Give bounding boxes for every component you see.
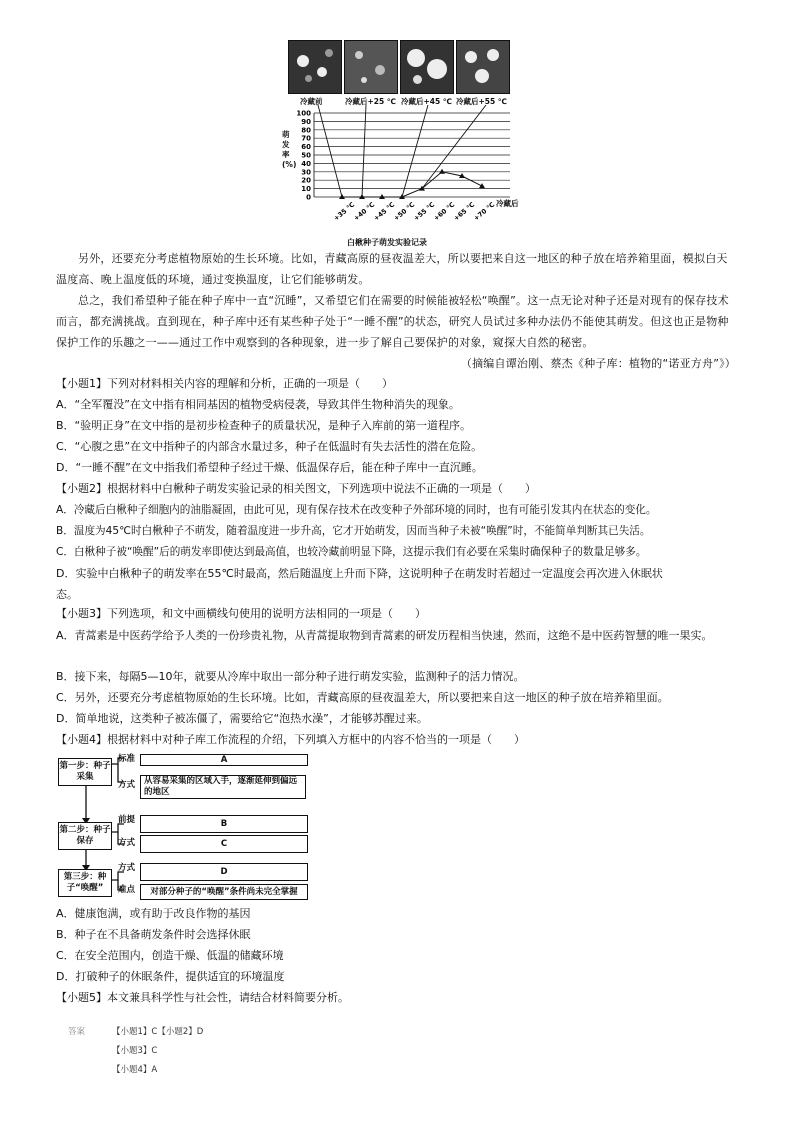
- q1-option-a[interactable]: A．“全军覆没”在文中指有相同基因的植物受病侵袭，导致其伴生物种消失的现象。: [56, 398, 460, 411]
- chart-ylabel: 萌发率(%): [282, 130, 297, 169]
- seed-photo-55: [456, 40, 510, 94]
- flow-step3: 第三步：种子“唤醒”: [58, 869, 112, 897]
- data-point-5: [439, 169, 445, 174]
- photo-connector-1: [362, 105, 366, 197]
- q5-stem: 【小题5】本文兼具科学性与社会性，请结合材料简要分析。: [56, 991, 349, 1004]
- q4-option-b[interactable]: B．种子在不具备萌发条件时会选择休眠: [56, 928, 251, 941]
- photo-label-25: 冷藏后+25 ℃: [345, 97, 396, 106]
- xtick-label-1: +40 ℃: [352, 200, 377, 223]
- paragraph-1: 另外，还要充分考虑植物原始的生长环境。比如，青藏高原的昼夜温差大，所以要把来自这一地区的种子放在培养箱里面，模拟白天温度高、晚上温度低的环境，通过变换温度，让它们能够萌发。: [56, 252, 728, 286]
- q2-option-b[interactable]: B．温度为45℃时白楸种子不萌发，随着温度进一步升高，它才开始萌发，因而当种子未被“唤醒”时，不能简单判断其已失活。: [56, 525, 651, 537]
- q4-option-d[interactable]: D．打破种子的休眠条件，提供适宜的环境温度: [56, 970, 285, 983]
- seed-photo-before: [288, 40, 342, 94]
- q3-stem: 【小题3】下列选项，和文中画横线句使用的说明方法相同的一项是（ ）: [56, 607, 426, 620]
- flow-box-a: A: [140, 754, 308, 766]
- seed-photo-45: [400, 40, 454, 94]
- ytick-label-70: 70: [301, 134, 311, 143]
- q4-option-a[interactable]: A．健康饱满，或有助于改良作物的基因: [56, 907, 251, 920]
- answer-line-3: 【小题4】A: [112, 1065, 158, 1075]
- xtick-label-7: +70 ℃: [472, 200, 497, 223]
- ytick-label-40: 40: [301, 159, 311, 168]
- xtick-label-5: +60 ℃: [432, 200, 457, 223]
- photo-label-55: 冷藏后+55 ℃: [456, 97, 507, 106]
- q2-option-a[interactable]: A．冷藏后白楸种子细胞内的油脂凝固，由此可见，现有保存技术在改变种子外部环境的同时，也有可能引发其内在状态的变化。: [56, 504, 657, 516]
- photo-label-before: 冷藏前: [300, 97, 323, 106]
- chart-right-label: 冷藏后: [496, 199, 519, 208]
- q3-option-c[interactable]: C．另外，还要充分考虑植物原始的生长环境。比如，青藏高原的昼夜温差大，所以要把来自这一地区的种子放在培养箱里面。: [56, 691, 669, 704]
- ytick-label-30: 30: [301, 168, 311, 177]
- source-citation: （摘编自谭治刚、蔡杰《种子库：植物的“诺亚方舟”》）: [460, 357, 736, 370]
- seed-photo-25: [344, 40, 398, 94]
- flow-box-difficulty: 对部分种子的“唤醒”条件尚未完全掌握: [140, 884, 308, 900]
- q3-option-a[interactable]: A．青蒿素是中医药学给予人类的一份珍贵礼物，从青蒿提取物到青蒿素的研发历程相当快速，然而，这绝不是中医药智慧的唯一果实。: [56, 629, 713, 642]
- flow-label-standard: 标准: [118, 754, 136, 764]
- q4-stem: 【小题4】根据材料中对种子库工作流程的介绍，下列填入方框中的内容不恰当的一项是（ ）: [56, 733, 525, 746]
- flow-box-d: D: [140, 863, 308, 881]
- q2-option-d[interactable]: D．实验中白楸种子的萌发率在55℃时最高，然后随温度上升而下降，这说明种子在萌发时若超过一定温度会再次进入休眠状态。: [56, 567, 663, 601]
- ytick-label-60: 60: [301, 143, 311, 152]
- flow-step2: 第二步：种子保存: [58, 822, 112, 850]
- xtick-label-4: +55 ℃: [412, 200, 437, 223]
- ytick-label-50: 50: [301, 151, 311, 160]
- flow-label-method2: 方式: [118, 838, 136, 848]
- ytick-label-90: 90: [301, 117, 311, 126]
- q1-option-d[interactable]: D．“一睡不醒”在文中指我们希望种子经过干燥、低温保存后，能在种子库中一直沉睡。: [56, 461, 483, 474]
- flow-box-b: B: [140, 815, 308, 833]
- q1-option-c[interactable]: C．“心腹之患”在文中指种子的内部含水量过多，种子在低温时有失去活性的潜在危险。: [56, 440, 483, 453]
- ytick-label-20: 20: [301, 176, 311, 185]
- ytick-label-100: 100: [296, 109, 311, 118]
- flow-label-premise: 前提: [118, 815, 136, 825]
- xtick-label-2: +45 ℃: [372, 200, 397, 223]
- figure-caption: 白楸种子萌发实验记录: [347, 238, 427, 247]
- xtick-label-3: +50 ℃: [392, 200, 417, 223]
- q3-option-d[interactable]: D．简单地说，这类种子被冻僵了，需要给它“泡热水澡”，才能够苏醒过来。: [56, 712, 428, 725]
- xtick-label-0: +35 ℃: [332, 200, 357, 223]
- q1-stem: 【小题1】下列对材料相关内容的理解和分析，正确的一项是（ ）: [56, 377, 393, 390]
- flow-step1: 第一步：种子采集: [58, 758, 112, 786]
- flow-label-method1: 方式: [118, 780, 136, 790]
- flow-label-difficulty: 难点: [118, 885, 136, 895]
- photo-label-45: 冷藏后+45 ℃: [401, 97, 452, 106]
- answer-label: 答案: [68, 1027, 86, 1037]
- q1-option-b[interactable]: B．“验明正身”在文中指的是初步检查种子的质量状况，是种子入库前的第一道程序。: [56, 419, 471, 432]
- ytick-label-10: 10: [301, 185, 311, 194]
- paragraph-2: 总之，我们希望种子能在种子库中一直“沉睡”，又希望它们在需要的时候能被轻松“唤醒”。这一点无论对种子还是对现有的保存技术而言，都充满挑战。直到现在，种子库中还有某些种子处于“一睡不醒”的状态，研究人员试过多种办法仍不能使其萌发。但这也正是物种保护工作的乐趣之一——通过工作中观察到的各种现象，进一步了解自己要保护的对象，窥探大自然的秘密。: [56, 294, 729, 349]
- germination-chart: [270, 105, 530, 230]
- xtick-label-6: +65 ℃: [452, 200, 477, 223]
- q2-option-c[interactable]: C．白楸种子被“唤醒”后的萌发率即使达到最高值，也较冷藏前明显下降，这提示我们有必要在采集时确保种子的数量足够多。: [56, 546, 647, 558]
- q2-stem: 【小题2】根据材料中白楸种子萌发实验记录的相关图文，下列选项中说法不正确的一项是（ ）: [56, 482, 536, 495]
- flow-box-c: C: [140, 835, 308, 853]
- flow-label-method3: 方式: [118, 863, 136, 873]
- answer-line-2: 【小题3】C: [112, 1046, 158, 1056]
- flow-box-method1: 从容易采集的区域入手，逐渐延伸到偏远的地区: [140, 775, 306, 799]
- q4-option-c[interactable]: C．在安全范围内，创造干燥、低温的储藏环境: [56, 949, 284, 962]
- photo-connector-2: [402, 105, 428, 197]
- answer-line-1: 【小题1】C【小题2】D: [112, 1027, 204, 1037]
- q3-option-b[interactable]: B．接下来，每隔5—10年，就要从冷库中取出一部分种子进行萌发实验，监测种子的活力情况。: [56, 670, 525, 683]
- ytick-label-0: 0: [306, 193, 311, 202]
- photo-connector-0: [318, 105, 342, 197]
- ytick-label-80: 80: [301, 126, 311, 135]
